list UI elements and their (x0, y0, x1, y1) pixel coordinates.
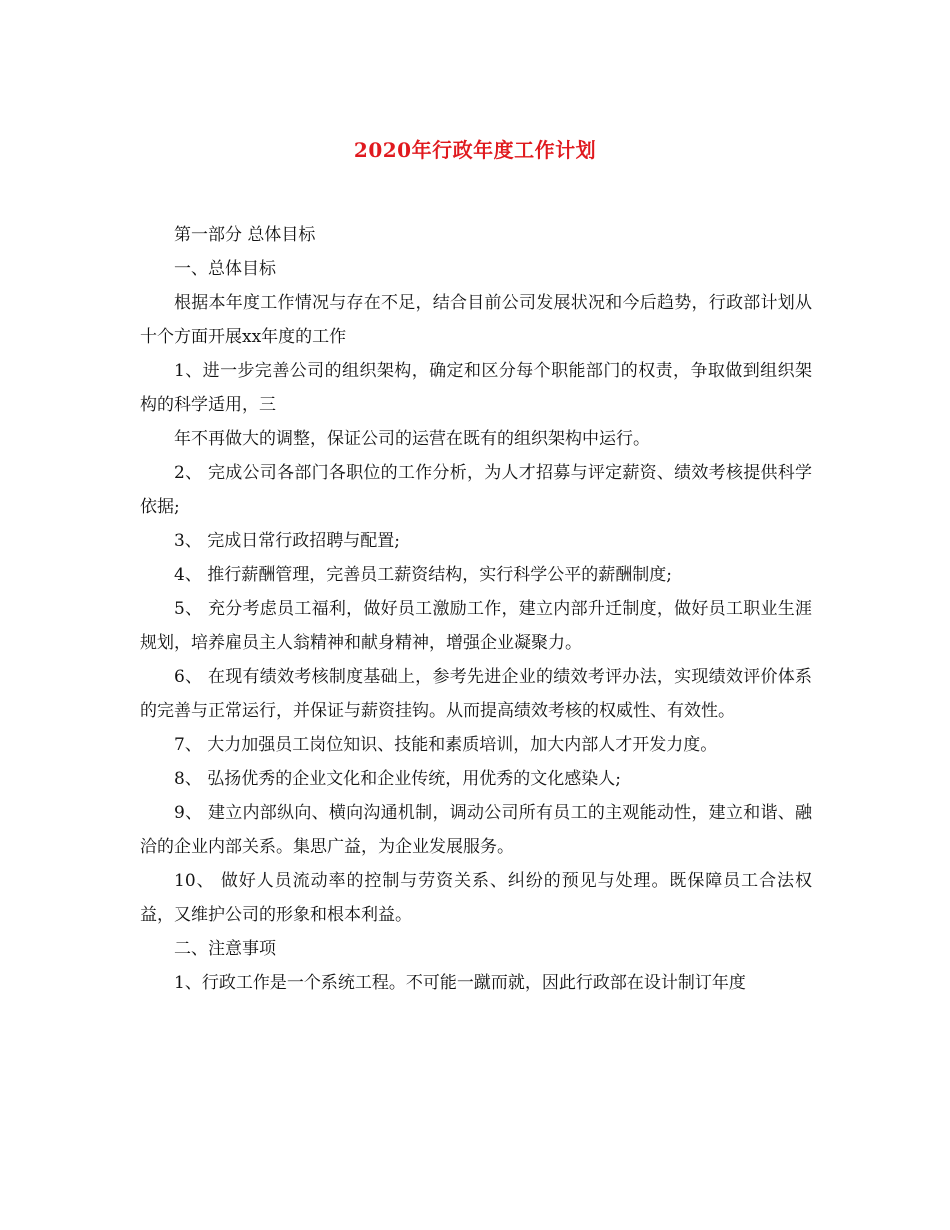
list-item-1: 1、进一步完善公司的组织架构，确定和区分每个职能部门的权责，争取做到组织架构的科学适用，三 (140, 361, 812, 415)
list-item-1-continued: 年不再做大的调整，保证公司的运营在既有的组织架构中运行。 (174, 429, 650, 449)
section-heading: 第一部分 总体目标 (174, 225, 316, 245)
list-item-7: 7、 大力加强员工岗位知识、技能和素质培训，加大内部人才开发力度。 (174, 735, 718, 755)
list-item-5: 5、 充分考虑员工福利，做好员工激励工作，建立内部升迁制度，做好员工职业生涯规划，培养雇员主人翁精神和献身精神，增强企业凝聚力。 (140, 599, 812, 653)
list-item-9: 9、 建立内部纵向、横向沟通机制，调动公司所有员工的主观能动性，建立和谐、融洽的企业内部关系。集思广益，为企业发展服务。 (140, 803, 812, 857)
notes-item-1: 1、行政工作是一个系统工程。不可能一蹴而就，因此行政部在设计制订年度 (174, 973, 746, 993)
subsection-heading: 一、总体目标 (174, 259, 276, 279)
document-body (140, 218, 812, 1000)
list-item-10: 10、 做好人员流动率的控制与劳资关系、纠纷的预见与处理。既保障员工合法权益，又维护公司的形象和根本利益。 (140, 871, 812, 925)
subsection-heading-2: 二、注意事项 (174, 939, 276, 959)
paragraph-intro: 根据本年度工作情况与存在不足，结合目前公司发展状况和今后趋势，行政部计划从十个方面开展xx年度的工作 (140, 293, 812, 347)
list-item-8: 8、 弘扬优秀的企业文化和企业传统，用优秀的文化感染人; (174, 769, 621, 789)
list-item-3: 3、 完成日常行政招聘与配置; (174, 531, 400, 551)
list-item-4: 4、 推行薪酬管理，完善员工薪资结构，实行科学公平的薪酬制度; (174, 565, 672, 585)
list-item-2: 2、 完成公司各部门各职位的工作分析，为人才招募与评定薪资、绩效考核提供科学依据; (140, 463, 812, 517)
document-title: 2020年行政年度工作计划 (353, 138, 597, 162)
list-item-6: 6、 在现有绩效考核制度基础上，参考先进企业的绩效考评办法，实现绩效评价体系的完善与正常运行，并保证与薪资挂钩。从而提高绩效考核的权威性、有效性。 (140, 667, 812, 721)
